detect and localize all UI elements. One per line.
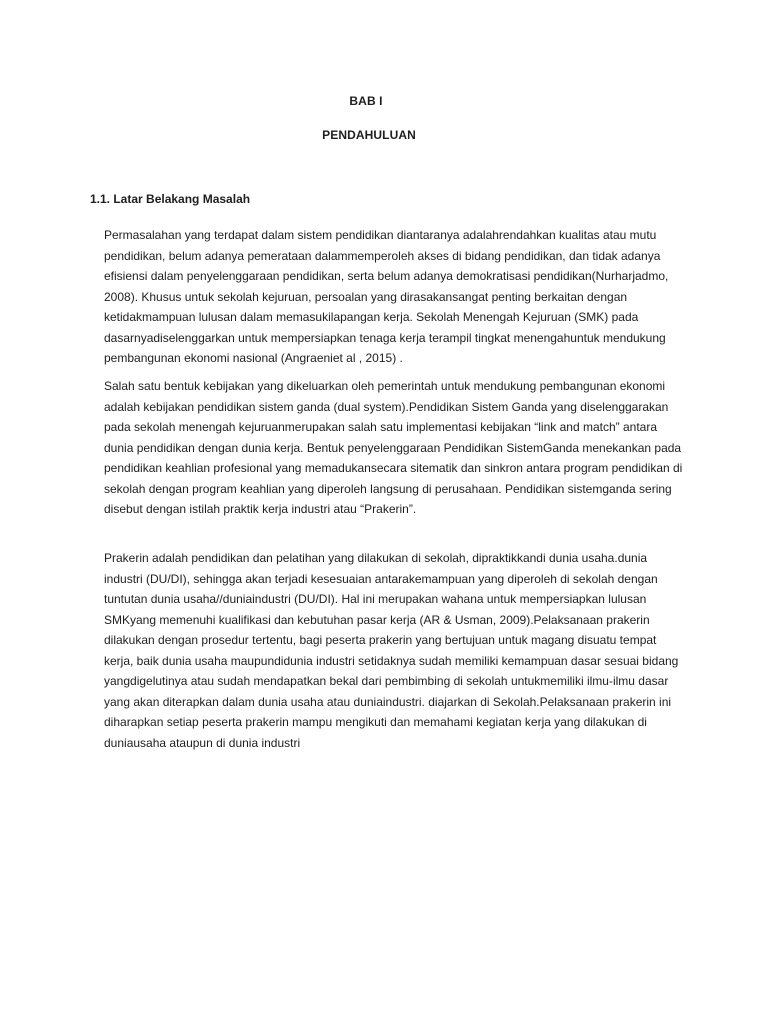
section-title: 1.1. Latar Belakang Masalah [90,192,251,206]
chapter-number: BAB I [349,94,383,108]
paragraph-1: Permasalahan yang terdapat dalam sistem pendidikan diantaranya adalahrendahkan kualitas atau mutu pendidikan, belum adanya pemerataan dalammemperoleh akses di bidang pendidikan, dan tidak adanya efisiensi dalam penyelenggaraan pendidikan, serta belum adanya demokratisasi pendidikan(Nurharjadmo, 2008). Khusus untuk sekolah kejuruan, persoalan yang dirasakansangat penting berkaitan dengan ketidakmampuan lulusan dalam memasukilapangan kerja. Sekolah Menengah Kejuruan (SMK) pada dasarnyadiselenggarkan untuk mempersiapkan tenaga kerja terampil tingkat menengahuntuk mendukung pembangunan ekonomi nasional (Angraeniet al , 2015) . [104,228,669,365]
paragraph-3: Prakerin adalah pendidikan dan pelatihan yang dilakukan di sekolah, dipraktikkandi dunia usaha.dunia industri (DU/DI), sehingga akan terjadi kesesuaian antarakemampuan yang diperoleh di sekolah dengan tuntutan dunia usaha//duniaindustri (DU/DI). Hal ini merupakan wahana untuk mempersiapkan lulusan SMKyang memenuhi kualifikasi dan kebutuhan pasar kerja (AR & Usman, 2009).Pelaksanaan prakerin dilakukan dengan prosedur tertentu, bagi peserta prakerin yang bertujuan untuk magang disuatu tempat kerja, baik dunia usaha maupundidunia industri setidaknya sudah memiliki kemampuan dasar sesuai bidang yangdigelutinya atau sudah mendapatkan bekal dari pembimbing di sekolah untukmemiliki ilmu-ilmu dasar yang akan diterapkan dalam dunia usaha atau duniaindustri. diajarkan di Sekolah.Pelaksanaan prakerin ini diharapkan setiap peserta prakerin mampu mengikuti dan memahami kegiatan kerja yang dilakukan di duniausaha ataupun di dunia industri [104,551,679,750]
chapter-title: PENDAHULUAN [322,128,416,142]
paragraph-2: Salah satu bentuk kebijakan yang dikeluarkan oleh pemerintah untuk mendukung pembangunan ekonomi adalah kebijakan pendidikan sistem ganda (dual system).Pendidikan Sistem Ganda yang diselenggarakan pada sekolah menengah kejuruanmerupakan salah satu implementasi kebijakan “link and match” antara dunia pendidikan dengan dunia kerja. Bentuk penyelenggaraan Pendidikan SistemGanda menekankan pada pendidikan keahlian profesional yang memadukansecara sitematik dan sinkron antara program pendidikan di sekolah dengan program keahlian yang diperoleh langsung di perusahaan. Pendidikan sistemganda sering disebut dengan istilah praktik kerja industri atau “Prakerin”. [104,379,683,516]
